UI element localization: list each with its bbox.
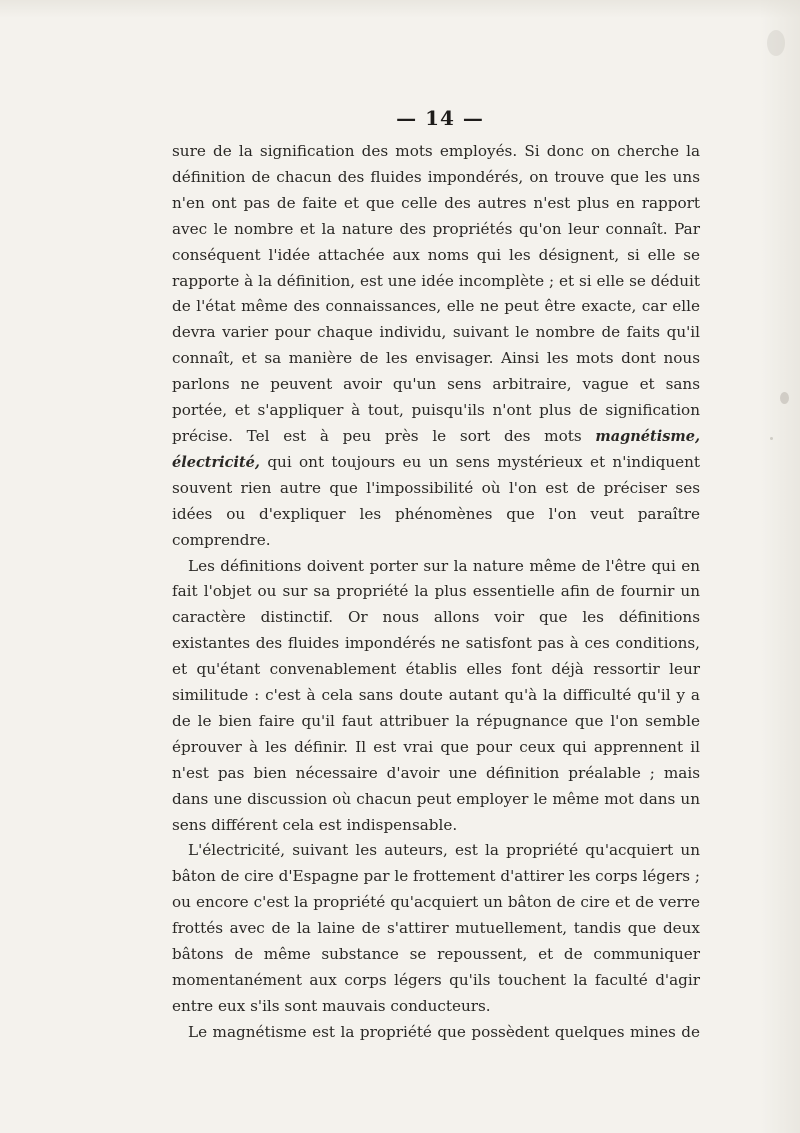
paragraph-1 xyxy=(172,139,700,554)
paragraph-1-text-start: sure de la signification des mots employés. Si donc on cherche la définition de chacun des fluides impondérés, on trouve que les uns n'en ont pas de faite et que celle des autres n'est plus en rapport avec le nombre et la nature des propriétés qu'on leur connaît. Par conséquent l'idée attachée aux noms qui les désignent, si elle se rapporte à la définition, est une idée incomplète ; et si elle se déduit de l'état même des connaissances, elle ne peut être exacte, car elle devra varier pour chaque individu, suivant le nombre de faits qu'il connaît, et sa manière de les envisager. Ainsi les mots dont nous parlons ne peuvent avoir qu'un sens arbitraire, vague et sans portée, et s'appliquer à tout, puisqu'ils n'ont plus de signification précise. Tel est à peu près le sort des mots xyxy=(172,142,700,445)
paper-speck xyxy=(770,437,773,440)
paragraph-4: Le magnétisme est la propriété que possèdent quelques mines de xyxy=(188,1022,700,1041)
paper-stain xyxy=(767,30,785,56)
page-top-shadow xyxy=(0,0,800,18)
paragraph-3: L'électricité, suivant les auteurs, est la propriété qu'acquiert un bâton de cire d'Espagne par le frottement d'attirer les corps légers ; ou encore c'est la propriété qu'acquiert un bâton de cire et de verre frottés avec de la laine de s'attirer mutuellement, tandis que deux bâtons de même substance se repoussent, et de communiquer momentanément aux corps légers qu'ils touchent la faculté d'agir entre eux s'ils sont mauvais conducteurs. xyxy=(172,841,700,1015)
body-text xyxy=(172,139,700,1046)
page-number: — 14 — xyxy=(396,106,484,130)
paper-stain xyxy=(780,392,789,404)
paragraph-1-text-end: qui ont toujours eu un sens mystérieux et n'indiquent souvent rien autre que l'impossibilité où l'on est de préciser ses idées ou d'expliquer les phénomènes que l'on veut paraître comprendre. xyxy=(172,452,700,549)
page-edge-shadow xyxy=(760,0,800,1133)
italic-terms: magnétisme, électricité, xyxy=(172,427,700,471)
paragraph-2: Les définitions doivent porter sur la nature même de l'être qui en fait l'objet ou sur sa propriété la plus essentielle afin de fournir un caractère distinctif. Or nous allons voir que les définitions existantes des fluides impondérés ne satisfont pas à ces conditions, et qu'étant convenablement établis elles font déjà ressortir leur similitude : c'est à cela sans doute autant qu'à la difficulté qu'il y a de le bien faire qu'il faut attribuer la répugnance que l'on semble éprouver à les définir. Il est vrai que pour ceux qui apprennent il n'est pas bien nécessaire d'avoir une définition préalable ; mais dans une discussion où chacun peut employer le même mot dans un sens différent cela est indispensable. xyxy=(172,556,700,834)
